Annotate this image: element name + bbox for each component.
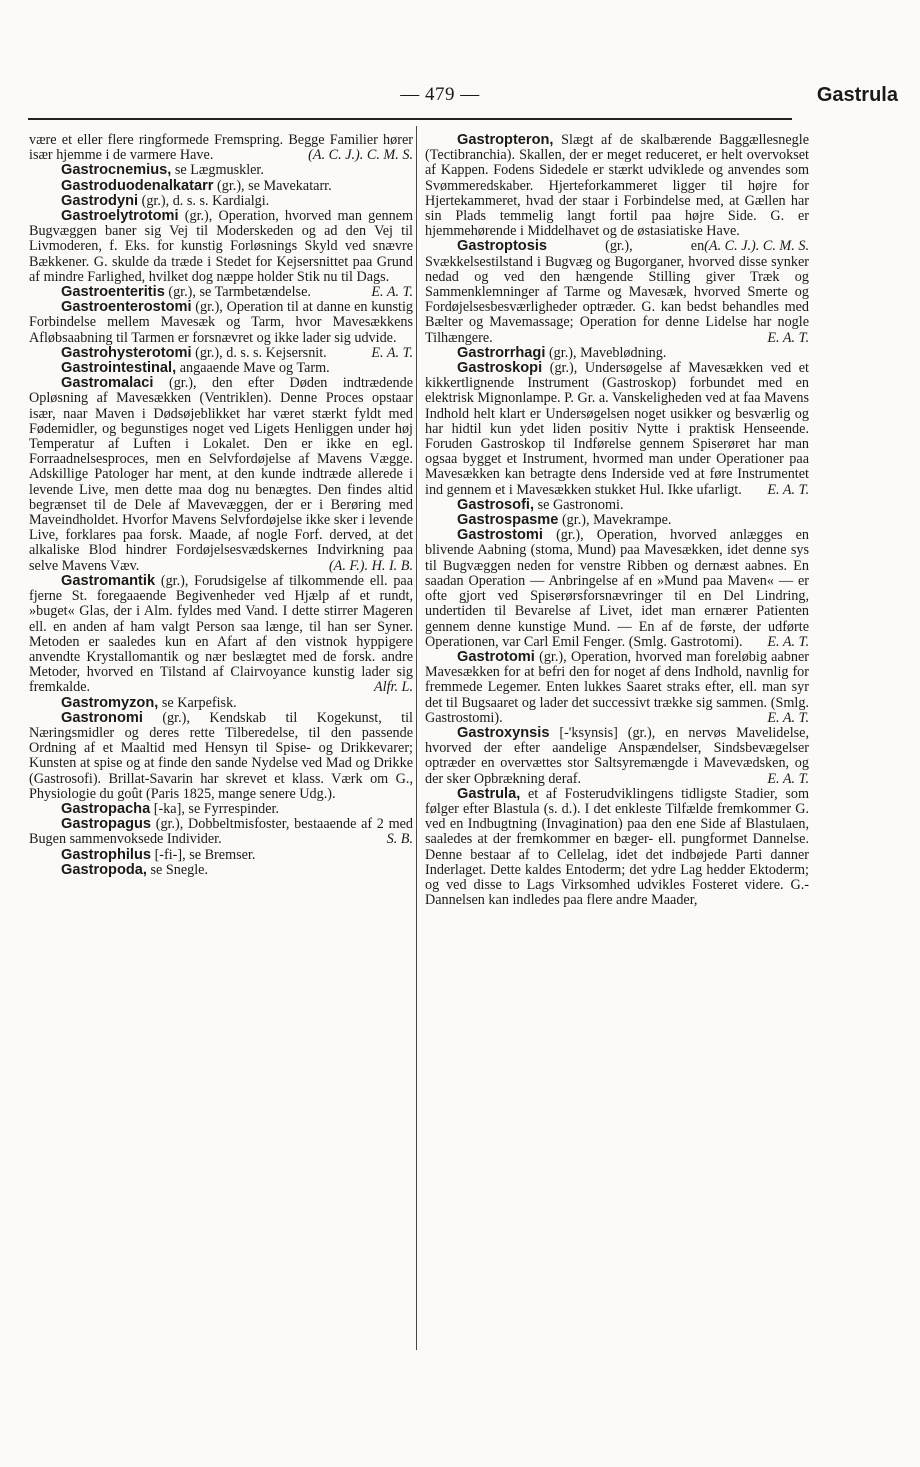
entry-headword: Gastrodyni [61,192,139,209]
entry-text: (gr.), Kendskab til Kogekunst, til Næringsmidler og deres rette Tilberedelse, til den passende Ordning af et Maaltid med Hensyn til Spise- og Drikkevarer; Kunsten at spise og at finde den sande Nydelse ved Mad og Drikke (Gastrosofi). Brillat-Savarin har skrevet et klass. Værk om G., Physiologie du goût (Paris 1825, mange senere Udg.). [29,709,413,802]
entry-headword: Gastrorrhagi [457,344,546,361]
entry-text: (gr.), se Mavekatarr. [217,177,332,194]
entry-headword: Gastroptosis [457,238,548,255]
entry-signature: (A. F.). H. I. B. [328,557,413,574]
entry-gastrosofi [425,498,809,513]
entry-gastroenteritis [29,285,413,300]
entry-text: se Karpefisk. [161,694,237,711]
entry-headword: Gastroxynsis [457,724,550,741]
entry-signature: E. A. T. [767,329,809,346]
entry-text: [-fi-], se Bremser. [154,846,256,863]
entry-headword: Gastroenteritis [61,284,165,301]
entry-signature: E. A. T. [767,633,809,650]
entry-text: (gr.), Maveblødning. [548,344,667,361]
entry-gastromyzon [29,696,413,711]
left-column [29,133,413,878]
entry-signature: E. A. T. [371,284,413,301]
entry-gastrointestinal [29,361,413,376]
entry-headword: Gastrula, [457,785,521,802]
entry-continuation [29,133,413,163]
entry-headword: Gastrotomi [457,648,535,665]
entry-headword: Gastrostomi [457,527,543,544]
page-header [30,84,898,116]
entry-text: (gr.), Operation, hvorved man foreløbig aabner Mavesækken for at befri den for noget af dens Indhold, navnlig for fremmede Legemer. Enten lukkes Saaret straks efter, ell. man syr det til Bugsaaret og lader det successivt trække sig sammen. (Smlg. Gastrostomi). [425,648,809,726]
entry-headword: Gastronomi [61,709,143,726]
entry-signature: E. A. T. [767,770,809,787]
entry-text: [-'ksynsis] (gr.), en nervøs Mavelidelse, hvorved der efter aandelige Anspændelser, Sindsbevægelser optræder en overvættes stor Saltsyremængde i Mavevædsken, og der sker Opbrækning deraf. [425,724,810,787]
entry-gastrotomi [425,650,809,726]
entry-text: se Gastronomi. [537,496,624,513]
entry-headword: Gastropacha [61,800,151,817]
entry-gastromalaci [29,376,413,574]
entry-headword: Gastrointestinal, [61,360,177,377]
entry-gastrostomi [425,528,809,650]
entry-signature: Alfr. L. [373,679,413,696]
entry-gastromantik [29,574,413,696]
entry-signature: (A. C. J.). C. M. S. [308,147,413,164]
entry-signature: E. A. T. [767,481,809,498]
entry-headword: Gastrospasme [457,512,559,529]
entry-text: se Lægmuskler. [174,162,264,179]
entry-text: (gr.), Forudsigelse af tilkommende ell. paa fjerne St. foregaaende Begivenheder ved Hjælp af et rundt, »buget« Glas, der i Alm. fyldes med Vand. I dette stirrer Mageren ell. en anden af ham valgt Person saa længe, til han ser Syner. Metoden er saaledes kun en Afart af den vistnok hyppigere anvendte Krystallomantik og nær beslægtet med de forsk. andre Metoder, hvorved en Tilstand af Clairvoyance kunstig lader sig fremkalde. [29,572,414,696]
entry-headword: Gastroelytrotomi [61,208,179,225]
entry-text: (gr.), se Tarmbetændelse. [168,284,311,301]
entry-headword: Gastropoda, [61,861,147,878]
entry-text: (gr.), Operation, hvorved man gennem Bugvæggen baner sig Vej til Moderskeden og ad den Vej til Livmoderen, f. Eks. for kunstig Forløsnings Skyld ved snævre Bækkener. G. skulde da træde i Stedet for Kejsersnittet paa Grund af mindre Farlighed, hvilket dog næppe holder Stik nu til Dags. [29,208,414,285]
entry-text: (gr.), en Svækkelsestilstand i Bugvæg og Bugorganer, hvorved disse synker nedad og ved den hængende Stilling giver Træk og Sammenklemninger af Tarme og Mavesæk, hvorved Smerte og Fordøjelsesbesværligheder optræder. G. kan bedst behandles med Bælter og Mavemassage; Operation for denne Lidelse har nogle Tilhængere. [425,238,809,346]
entry-headword: Gastrohysterotomi [61,344,192,361]
entry-headword: Gastroskopi [457,360,543,377]
entry-gastrospasme [425,513,809,528]
entry-text: (gr.), d. s. s. Kardialgi. [141,192,270,209]
entry-headword: Gastroenterostomi [61,299,192,316]
entry-gastrodyni [29,194,413,209]
entry-headword: Gastromalaci [61,375,154,392]
column-divider [416,126,417,1350]
entry-text: (gr.), Mavekrampe. [561,512,672,529]
entry-gastropagus [29,817,413,847]
page-number: — 479 — [400,84,480,105]
entry-signature: E. A. T. [767,709,809,726]
entry-text: angaaende Mave og Tarm. [179,360,330,377]
entry-gastroptosis [425,239,809,345]
entry-text: (gr.), Operation, hvorved anlægges en blivende Aabning (stoma, Mund) paa Mavesækken, idet denne sys til Bugvæggen neden for venstre Ribben og dernæst aabnes. En saadan Operation — Anbringelse af en »Mund paa Maven« — er ofte gjort ved Spiserørsforsnævringer til en Del Lindring, undertiden til Bevarelse af Livet, idet man ernærer Patienten gennem denne kunstige Mund. — En af de første, der udførte Operationen, var Carl Emil Fenger. (Smlg. Gastrotomi). [425,527,810,650]
entry-gastroduodenalkatarr [29,179,413,194]
entry-gastrohysterotomi [29,346,413,361]
entry-text: se Snegle. [150,861,209,878]
entry-headword: Gastrophilus [61,846,152,863]
running-head: Gastrula [816,84,898,106]
entry-headword: Gastroduodenalkatarr [61,177,214,194]
entry-signature: E. A. T. [371,344,413,361]
entry-text: Slægt af de skalbærende Baggællesnegle (Tectibranchia). Skallen, der er meget reduceret, er helt overvokset af Kappen. Fodens Sidedele er stærkt udviklede og anvendes som Svømmeredskaber. Hjerteforkammeret ligger til højre for Hjertekammeret, hvad der staar i Forbindelse med, at Gællen har sin Plads temmelig langt fortil paa højre Side. G. er hjemmehørende i Middelhavet og de østasiatiske Have. [425,132,810,240]
entry-gastrophilus [29,848,413,863]
entry-text: (gr.), Operation til at danne en kunstig Forbindelse mellem Mavesæk og Tarm, hvor Mavesækkens Afløbsaabning til Tarmen er forsnævret og ikke lader sig udvide. [29,299,413,346]
entry-signature: (A. C. J.). C. M. S. [704,238,809,255]
entry-headword: Gastromantik [61,572,156,589]
entry-gastrorrhagi [425,346,809,361]
entry-text: (gr.), Dobbeltmisfoster, bestaaende af 2 med Bugen sammenvoksede Individer. [29,816,414,848]
entry-text: (gr.), d. s. s. Kejsersnit. [195,344,327,361]
entry-gastropoda [29,863,413,878]
entry-text: være et eller flere ringformede Fremspring. Begge Familier hører især hjemme i de varmere Have. [29,132,413,164]
entry-gastronomi [29,711,413,802]
entry-gastroskopi [425,361,809,498]
entry-gastrocnemius [29,163,413,178]
entry-gastrula [425,787,809,909]
entry-headword: Gastropagus [61,816,152,833]
entry-headword: Gastromyzon, [61,694,159,711]
entry-signature: S. B. [386,831,413,848]
entry-text: et af Fosterudviklingens tidligste Stadier, som følger efter Blastula (s. d.). I det enkleste Tilfælde fremkommer G. ved en Indbugtning (Invagination) paa den ene Side af Blastulaen, saaledes at der fremkommer en bæger- ell. pungformet Dannelse. Denne bestaar af to Cellelag, idet det indbøjede Parti danner Inderlaget. Dette kaldes Entoderm; det ydre Lag hedder Ektoderm; og ved disse to Lags Virksomhed udvikles Fosteret videre. G.-Dannelsen kan indledes paa flere andre Maader, [425,785,810,909]
entry-text: (gr.), den efter Døden indtrædende Opløsning af Mavesækken (Ventriklen). Denne Proces opstaar især, naar Maven i Dødsøjeblikket har været stærkt fyldt med Fødemidler, og begunstiges noget ved Ligets Henliggen under høj Temperatur af Luften i Lokalet. Den er ikke en egl. Forraadnelsesproces, men en Selvfordøjelse af Mavens Vægge. Adskillige Patologer har ment, at den kunde indtræde allerede i levende Live, men dette maa dog nu benægtes. Den findes altid begrænset til de Dele af Mavevæggen, der er i Berøring med Maveindholdet. Hvorfor Mavens Selvfordøjelse ikke sker i levende Live, forklares paa forsk. Maade, af nogle Forf. derved, at det alkaliske Blod hindrer Fordøjelsesvædskernes Indvirkning paa selve Mavens Væv. [29,375,413,574]
entry-headword: Gastrosofi, [457,496,535,513]
entry-text: [-ka], se Fyrrespinder. [153,800,280,817]
header-rule [28,118,792,120]
entry-gastroxynsis [425,726,809,787]
entry-headword: Gastropteron, [457,132,554,148]
entry-headword: Gastrocnemius, [61,162,172,179]
entry-gastropacha [29,802,413,817]
entry-text: (gr.), Undersøgelse af Mavesækken ved et kikkertlignende Instrument (Gastroskop) forbundet med en elektrisk Mignonlampe. P. Gr. a. Vanskeligheden ved at faa Mavens Indhold helt klart er Undersøgelsen noget usikker og besværlig og har hidtil kun ydet liden positiv Nytte i praktisk Henseende. Foruden Gastroskop til Indførelse gennem Spiserøret har man ogsaa bygget et Instrument, hvormed man under Operationer paa Mavesækken kan betragte dens Inderside ved at føre Instrumentet ind gennem et i Mavesækken stukket Hul. Ikke ufarligt. [425,360,809,498]
right-column [425,133,809,908]
